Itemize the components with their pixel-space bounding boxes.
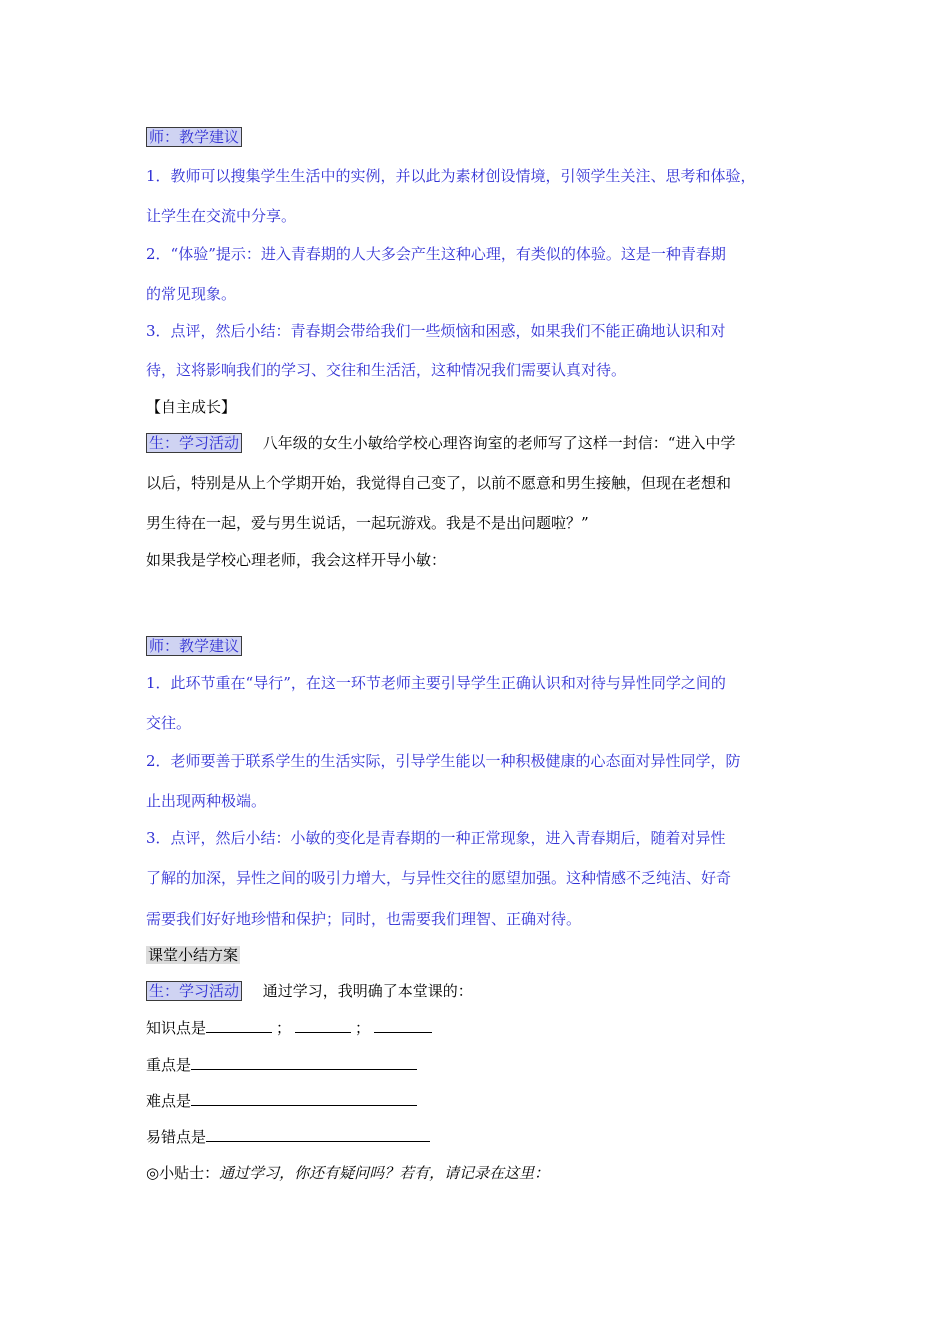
tip-row bbox=[146, 1163, 549, 1183]
self-growth-heading: 【自主成长】 bbox=[146, 398, 237, 416]
counselor-prompt: 如果我是学校心理老师，我会这样开导小敏： bbox=[146, 551, 447, 569]
summary-heading-row bbox=[146, 945, 240, 965]
suggestion-2-3-line-1: 3．点评，然后小结：小敏的变化是青春期的一种正常现象，进入青春期后，随着对异性 bbox=[146, 829, 726, 847]
suggestion-2-1-line-1: 1．此环节重在“导行”，在这一环节老师主要引导学生正确认识和对待与异性同学之间的 bbox=[146, 674, 726, 692]
knowledge-blank-2[interactable] bbox=[295, 1018, 351, 1033]
suggestion-2-line-1: 2．“体验”提示：进入青春期的人大多会产生这种心理，有类似的体验。这是一种青春期 bbox=[146, 245, 726, 263]
error-prone-row bbox=[146, 1127, 430, 1147]
key-point-row bbox=[146, 1055, 417, 1075]
teaching-suggestion-tag-2 bbox=[146, 636, 242, 656]
student-activity-line-1 bbox=[146, 433, 735, 453]
teacher-tag: 师：教学建议 bbox=[146, 636, 242, 656]
separator: ； bbox=[276, 1019, 292, 1037]
separator: ； bbox=[355, 1019, 371, 1037]
letter-text-2: 以后，特别是从上个学期开始，我觉得自己变了，以前不愿意和男生接触，但现在老想和 bbox=[146, 474, 732, 492]
suggestion-2-2-line-2: 止出现两种极端。 bbox=[146, 792, 267, 810]
knowledge-blank-3[interactable] bbox=[374, 1018, 432, 1033]
suggestion-3-line-2: 待，这将影响我们的学习、交往和生活活，这种情况我们需要认真对待。 bbox=[146, 361, 627, 379]
summary-heading: 课堂小结方案 bbox=[148, 946, 239, 964]
knowledge-blank-1[interactable] bbox=[206, 1018, 272, 1033]
knowledge-points-row bbox=[146, 1018, 432, 1038]
tip-text: 通过学习，你还有疑问吗？若有，请记录在这里： bbox=[219, 1164, 550, 1182]
key-point-label: 重点是 bbox=[146, 1056, 192, 1074]
summary-intro: 通过学习，我明确了本堂课的： bbox=[262, 982, 473, 1000]
difficult-point-blank[interactable] bbox=[191, 1091, 417, 1106]
suggestion-2-2-line-1: 2．老师要善于联系学生的生活实际，引导学生能以一种积极健康的心态面对异性同学，防 bbox=[146, 752, 741, 770]
suggestion-2-line-2: 的常见现象。 bbox=[146, 285, 237, 303]
difficult-point-label: 难点是 bbox=[146, 1092, 192, 1110]
letter-text-3: 男生待在一起，爱与男生说话，一起玩游戏。我是不是出问题啦？” bbox=[146, 514, 589, 532]
suggestion-2-3-line-3: 需要我们好好地珍惜和保护；同时，也需要我们理智、正确对待。 bbox=[146, 910, 582, 928]
teacher-tag: 师：教学建议 bbox=[146, 127, 242, 147]
student-tag: 生：学习活动 bbox=[146, 981, 242, 1001]
summary-activity-row bbox=[146, 981, 473, 1001]
knowledge-label: 知识点是 bbox=[146, 1019, 207, 1037]
tip-label: ◎小贴士： bbox=[146, 1164, 220, 1182]
suggestion-2-1-line-2: 交往。 bbox=[146, 714, 192, 732]
key-point-blank[interactable] bbox=[191, 1055, 417, 1070]
error-prone-blank[interactable] bbox=[206, 1127, 430, 1142]
suggestion-2-3-line-2: 了解的加深，异性之间的吸引力增大，与异性交往的愿望加强。这种情感不乏纯洁、好奇 bbox=[146, 869, 732, 887]
teaching-suggestion-tag-1 bbox=[146, 127, 242, 147]
letter-text-1: 八年级的女生小敏给学校心理咨询室的老师写了这样一封信：“进入中学 bbox=[262, 434, 736, 452]
suggestion-3-line-1: 3．点评，然后小结：青春期会带给我们一些烦恼和困惑，如果我们不能正确地认识和对 bbox=[146, 322, 726, 340]
error-prone-label: 易错点是 bbox=[146, 1128, 207, 1146]
student-tag: 生：学习活动 bbox=[146, 433, 242, 453]
suggestion-1-line-2: 让学生在交流中分享。 bbox=[146, 207, 297, 225]
difficult-point-row bbox=[146, 1091, 417, 1111]
suggestion-1-line-1: 1．教师可以搜集学生生活中的实例，并以此为素材创设情境，引领学生关注、思考和体验， bbox=[146, 167, 756, 185]
